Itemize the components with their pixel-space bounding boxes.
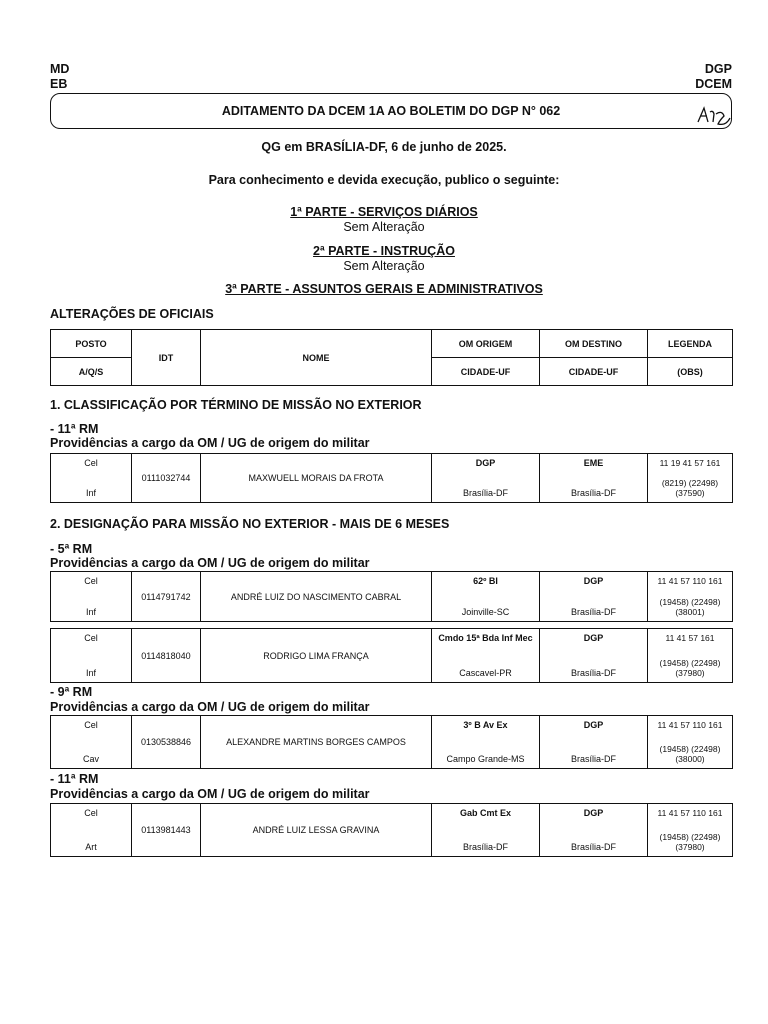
header-right-line2: DCEM (695, 77, 732, 91)
legenda-obs2: (38001) (675, 607, 705, 617)
col-om-origem: OM ORIGEM (432, 330, 540, 358)
cidade-destino: Brasília-DF (570, 607, 616, 617)
nome: ANDRÉ LUIZ DO NASCIMENTO CABRAL (201, 572, 432, 622)
table-row (50, 453, 733, 503)
section1-rm: - 11ª RM (50, 422, 99, 436)
om-destino: DGP (583, 808, 604, 818)
col-nome: NOME (201, 330, 432, 386)
posto: Cel (84, 633, 98, 643)
aqs: Cav (82, 754, 99, 764)
legenda-codes: 11 41 57 110 161 (657, 720, 723, 730)
col-idt: IDT (132, 330, 201, 386)
cidade-origem: Brasília-DF (462, 842, 508, 852)
legenda-codes: 11 41 57 161 (665, 633, 715, 643)
cidade-destino: Brasília-DF (570, 754, 616, 764)
posto: Cel (84, 458, 98, 468)
cidade-origem: Campo Grande-MS (446, 754, 525, 764)
legenda-codes: 11 19 41 57 161 (659, 458, 721, 468)
cidade-origem: Joinville-SC (461, 607, 510, 617)
posto: Cel (84, 576, 98, 586)
idt: 0111032744 (132, 454, 201, 503)
group-rm-11: - 11ª RM (50, 772, 99, 786)
aqs: Art (85, 842, 97, 852)
header-right-line1: DGP (704, 62, 732, 76)
nome: ALEXANDRE MARTINS BORGES CAMPOS (201, 716, 432, 769)
part2-text: Sem Alteração (343, 259, 425, 273)
header-right (695, 62, 732, 92)
col-obs: (OBS) (648, 358, 733, 386)
col-posto: POSTO (51, 330, 132, 358)
cidade-destino: Brasília-DF (570, 488, 616, 498)
legenda-obs1: (19458) (22498) (659, 744, 721, 754)
om-origem: Gab Cmt Ex (459, 808, 511, 818)
om-origem: DGP (475, 458, 496, 468)
section1-title: 1. CLASSIFICAÇÃO POR TÉRMINO DE MISSÃO NO EXTERIOR (50, 398, 422, 412)
idt: 0130538846 (132, 716, 201, 769)
part1-text: Sem Alteração (343, 220, 425, 234)
table-row (50, 803, 733, 857)
part3-title: 3ª PARTE - ASSUNTOS GERAIS E ADMINISTRATIVOS (225, 282, 543, 296)
rubric-signature (696, 104, 732, 128)
om-origem: 3º B Av Ex (463, 720, 508, 730)
om-destino: EME (583, 458, 604, 468)
idt: 0114791742 (132, 572, 201, 622)
idt: 0113981443 (132, 804, 201, 857)
document-title: ADITAMENTO DA DCEM 1A AO BOLETIM DO DGP N° 062 (221, 104, 561, 118)
table-row (50, 715, 733, 769)
header-left-line2: EB (50, 77, 68, 91)
table-row (50, 571, 733, 622)
cidade-destino: Brasília-DF (570, 842, 616, 852)
col-legenda: LEGENDA (648, 330, 733, 358)
om-destino: DGP (583, 576, 604, 586)
nome: ANDRÉ LUIZ LESSA GRAVINA (201, 804, 432, 857)
posto: Cel (84, 720, 98, 730)
legenda-obs2: (37980) (675, 668, 705, 678)
group-providencias-5: Providências a cargo da OM / UG de origem do militar (50, 556, 370, 570)
cidade-origem: Cascavel-PR (459, 668, 512, 678)
cidade-destino: Brasília-DF (570, 668, 616, 678)
cidade-origem: Brasília-DF (462, 488, 508, 498)
col-cidade-uf-destino: CIDADE-UF (540, 358, 648, 386)
om-origem: 62º BI (473, 576, 498, 586)
header-left (50, 62, 69, 92)
legenda-obs1: (19458) (22498) (659, 597, 721, 607)
table-row (50, 628, 733, 683)
group-providencias-11: Providências a cargo da OM / UG de origem do militar (50, 787, 370, 801)
om-destino: DGP (583, 720, 604, 730)
legend-table (50, 329, 733, 386)
group-rm-9: - 9ª RM (50, 685, 93, 699)
col-om-destino: OM DESTINO (540, 330, 648, 358)
legenda-obs1: (19458) (22498) (659, 658, 721, 668)
group-rm-5: - 5ª RM (50, 542, 93, 556)
section2-title: 2. DESIGNAÇÃO PARA MISSÃO NO EXTERIOR - MAIS DE 6 MESES (50, 517, 450, 531)
part2-title: 2ª PARTE - INSTRUÇÃO (313, 244, 455, 258)
posto: Cel (84, 808, 98, 818)
legenda-codes: 11 41 57 110 161 (657, 808, 723, 818)
group-providencias-9: Providências a cargo da OM / UG de origem do militar (50, 700, 370, 714)
col-aqs: A/Q/S (51, 358, 132, 386)
nome: MAXWUELL MORAIS DA FROTA (201, 454, 432, 503)
legenda-obs2: (37980) (675, 842, 705, 852)
aqs: Inf (85, 488, 96, 498)
aqs: Inf (85, 607, 96, 617)
legenda-obs1: (8219) (22498) (661, 478, 719, 488)
legenda-obs2: (38000) (675, 754, 705, 764)
nome: RODRIGO LIMA FRANÇA (201, 629, 432, 683)
part1-title: 1ª PARTE - SERVIÇOS DIÁRIOS (290, 205, 478, 219)
idt: 0114818040 (132, 629, 201, 683)
place-date: QG em BRASÍLIA-DF, 6 de junho de 2025. (261, 140, 507, 154)
alteracoes-title: ALTERAÇÕES DE OFICIAIS (50, 307, 214, 321)
legenda-obs1: (19458) (22498) (659, 832, 721, 842)
om-destino: DGP (583, 633, 604, 643)
intro-text: Para conhecimento e devida execução, publico o seguinte: (208, 173, 560, 187)
section1-providencias: Providências a cargo da OM / UG de origem do militar (50, 436, 370, 450)
legenda-codes: 11 41 57 110 161 (657, 576, 723, 586)
legenda-obs2: (37590) (675, 488, 705, 498)
col-cidade-uf-origem: CIDADE-UF (432, 358, 540, 386)
aqs: Inf (85, 668, 96, 678)
header-left-line1: MD (50, 62, 70, 76)
title-box (50, 93, 732, 129)
om-origem: Cmdo 15ª Bda Inf Mec (438, 633, 533, 643)
